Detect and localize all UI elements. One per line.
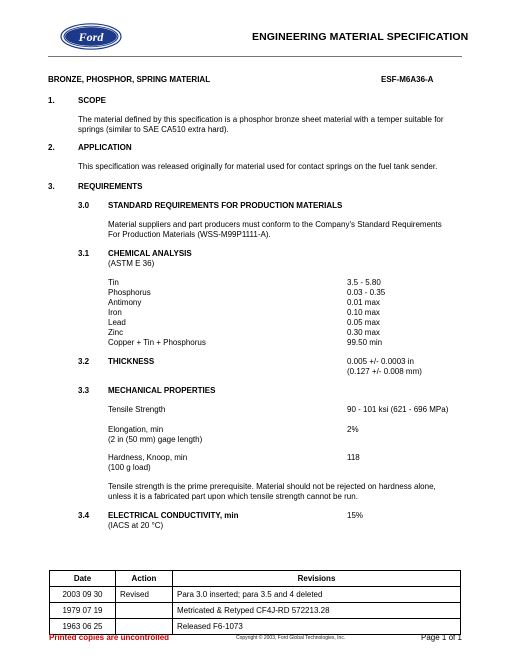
chem-element-name: Phosphorus — [108, 288, 151, 297]
mechanical-note-line2: unless it is a fabricated part upon which tensile strength cannot be run. — [108, 492, 358, 501]
chem-element-value: 99.50 min — [347, 338, 383, 347]
section-number: 1. — [48, 96, 55, 105]
subsection-number: 3.3 — [78, 386, 90, 395]
application-text: This specification was released originally for material used for contact springs on the fuel tank sender. — [78, 162, 438, 171]
section-number: 2. — [48, 143, 55, 152]
subsection-title-electrical-conductivity: ELECTRICAL CONDUCTIVITY, min — [108, 511, 239, 520]
hardness-load: (100 g load) — [108, 463, 151, 472]
electrical-conductivity-condition: (IACS at 20 °C) — [108, 521, 164, 530]
chem-element-value: 0.30 max — [347, 328, 380, 337]
chem-element-value: 0.01 max — [347, 298, 380, 307]
uncontrolled-copy-notice: Printed copies are uncontrolled — [49, 633, 170, 642]
subsection-number: 3.2 — [78, 357, 90, 366]
mechanical-note-line1: Tensile strength is the prime prerequisite. Material should not be rejected on hardness alone, — [108, 482, 436, 491]
chem-element-name: Antimony — [108, 298, 142, 307]
subsection-title-mechanical-properties: MECHANICAL PROPERTIES — [108, 386, 216, 395]
logo-wordmark: Ford — [78, 29, 104, 44]
document-title: ENGINEERING MATERIAL SPECIFICATION — [252, 31, 469, 43]
subsection-number: 3.1 — [78, 249, 90, 258]
electrical-conductivity-value: 15% — [347, 511, 364, 520]
revision-text: Para 3.0 inserted; para 3.5 and 4 deleted — [173, 587, 461, 603]
table-row — [50, 603, 461, 619]
spec-code: ESF-M6A36-A — [381, 75, 434, 84]
subsection-title-thickness: THICKNESS — [108, 357, 155, 366]
elongation-label: Elongation, min — [108, 425, 164, 434]
subsection-number: 3.0 — [78, 201, 90, 210]
scope-text-line1: The material defined by this specification is a phosphor bronze sheet material with a temper suitable for — [78, 115, 444, 124]
chem-element-value: 0.03 - 0.35 — [347, 288, 386, 297]
revision-action: Revised — [116, 587, 173, 603]
chem-element-value: 0.05 max — [347, 318, 380, 327]
chem-element-name: Lead — [108, 318, 126, 327]
tensile-strength-label: Tensile Strength — [108, 405, 166, 414]
revision-text: Released F6-1073 — [173, 619, 461, 635]
column-header-date: Date — [50, 571, 116, 587]
chem-element-name: Zinc — [108, 328, 124, 337]
section-title-scope: SCOPE — [78, 96, 107, 105]
revision-text: Metricated & Retyped CF4J-RD 572213.28 — [173, 603, 461, 619]
page-number: Page 1 of 1 — [421, 633, 462, 642]
chem-element-name: Tin — [108, 278, 119, 287]
chem-element-name: Iron — [108, 308, 122, 317]
hardness-label: Hardness, Knoop, min — [108, 453, 188, 462]
ford-logo — [60, 23, 122, 50]
standard-requirements-line2: For Production Materials (WSS-M99P1111-A). — [108, 230, 271, 239]
hardness-value: 118 — [347, 453, 360, 462]
copyright-notice: Copyright © 2003, Ford Global Technologies, Inc. — [236, 635, 346, 641]
subsection-number: 3.4 — [78, 511, 90, 520]
chemical-analysis-method: (ASTM E 36) — [108, 259, 155, 268]
thickness-value-mm: (0.127 +/- 0.008 mm) — [347, 367, 422, 376]
section-title-application: APPLICATION — [78, 143, 132, 152]
column-header-revisions: Revisions — [173, 571, 461, 587]
thickness-value-in: 0.005 +/- 0.0003 in — [347, 357, 414, 366]
spec-name: BRONZE, PHOSPHOR, SPRING MATERIAL — [48, 75, 211, 84]
subsection-title-standard-requirements: STANDARD REQUIREMENTS FOR PRODUCTION MATERIALS — [108, 201, 343, 210]
revision-date: 1963 06 25 — [50, 619, 116, 635]
scope-text-line2: springs (similar to SAE CA510 extra hard). — [78, 125, 229, 134]
elongation-value: 2% — [347, 425, 359, 434]
standard-requirements-line1: Material suppliers and part producers must conform to the Company's Standard Requirements — [108, 220, 442, 229]
table-row — [50, 587, 461, 603]
revision-date: 1979 07 19 — [50, 603, 116, 619]
revision-table-header — [50, 571, 461, 587]
subsection-title-chemical-analysis: CHEMICAL ANALYSIS — [108, 249, 192, 258]
elongation-gage-length: (2 in (50 mm) gage length) — [108, 435, 203, 444]
column-header-action: Action — [116, 571, 173, 587]
header-divider — [48, 56, 462, 57]
section-title-requirements: REQUIREMENTS — [78, 182, 143, 191]
chem-element-value: 0.10 max — [347, 308, 380, 317]
chem-element-name: Copper + Tin + Phosphorus — [108, 338, 206, 347]
revision-action — [116, 603, 173, 619]
section-number: 3. — [48, 182, 55, 191]
revision-date: 2003 09 30 — [50, 587, 116, 603]
chem-element-value: 3.5 - 5.80 — [347, 278, 381, 287]
tensile-strength-value: 90 - 101 ksi (621 - 696 MPa) — [347, 405, 449, 414]
revision-table — [49, 570, 461, 635]
